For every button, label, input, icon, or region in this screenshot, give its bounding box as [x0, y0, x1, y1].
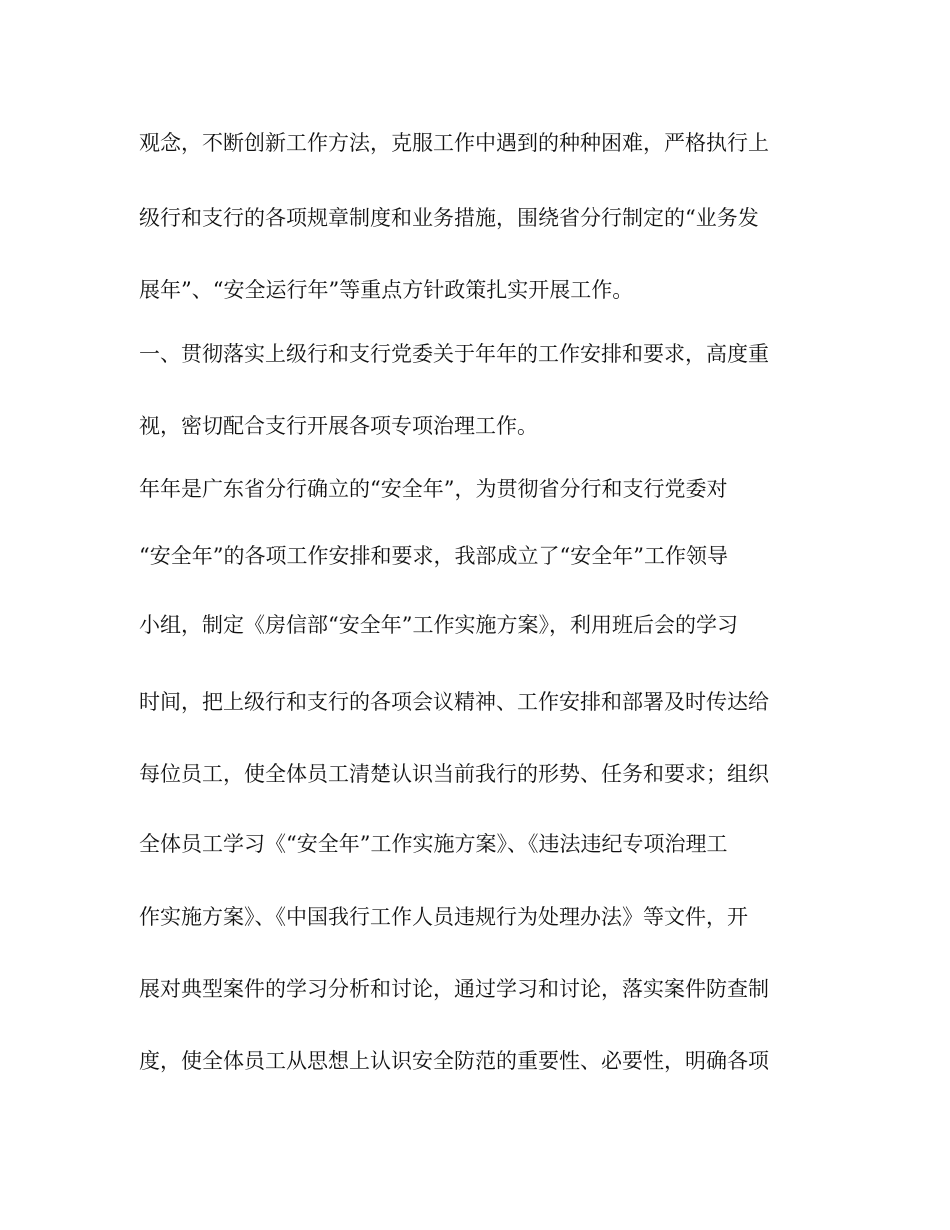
paragraph-2-line-6: 全体员工学习《“安全年”工作实施方案》、《违法违纪专项治理工	[139, 832, 728, 856]
paragraph-2-line-9: 度，使全体员工从思想上认识安全防范的重要性、必要性，明确各项	[139, 1049, 769, 1073]
paragraph-2-line-3: 小组，制定《房信部“安全年”工作实施方案》，利用班后会的学习	[139, 613, 738, 637]
paragraph-1-line-1: 观念，不断创新工作方法，克服工作中遇到的种种困难，严格执行上	[139, 131, 769, 155]
paragraph-2-line-2: “安全年”的各项工作安排和要求，我部成立了“安全年”工作领导	[139, 544, 728, 568]
paragraph-2-line-1: 年年是广东省分行确立的“安全年”，为贯彻省分行和支行党委对	[139, 477, 728, 501]
paragraph-1-line-3: 展年”、“安全运行年”等重点方针政策扎实开展工作。	[139, 278, 634, 302]
paragraph-2-line-8: 展对典型案件的学习分析和讨论，通过学习和讨论，落实案件防查制	[139, 977, 769, 1001]
heading-1-line-2: 视，密切配合支行开展各项专项治理工作。	[139, 414, 538, 438]
paragraph-2-line-4: 时间，把上级行和支行的各项会议精神、工作安排和部署及时传达给	[139, 690, 769, 714]
paragraph-1-line-2: 级行和支行的各项规章制度和业务措施，围绕省分行制定的“业务发	[139, 206, 759, 230]
heading-1-line-1: 一、贯彻落实上级行和支行党委关于年年的工作安排和要求，高度重	[139, 342, 769, 366]
paragraph-2-line-7: 作实施方案》、《中国我行工作人员违规行为处理办法》等文件，开	[139, 905, 748, 929]
paragraph-2-line-5: 每位员工，使全体员工清楚认识当前我行的形势、任务和要求；组织	[139, 762, 769, 786]
